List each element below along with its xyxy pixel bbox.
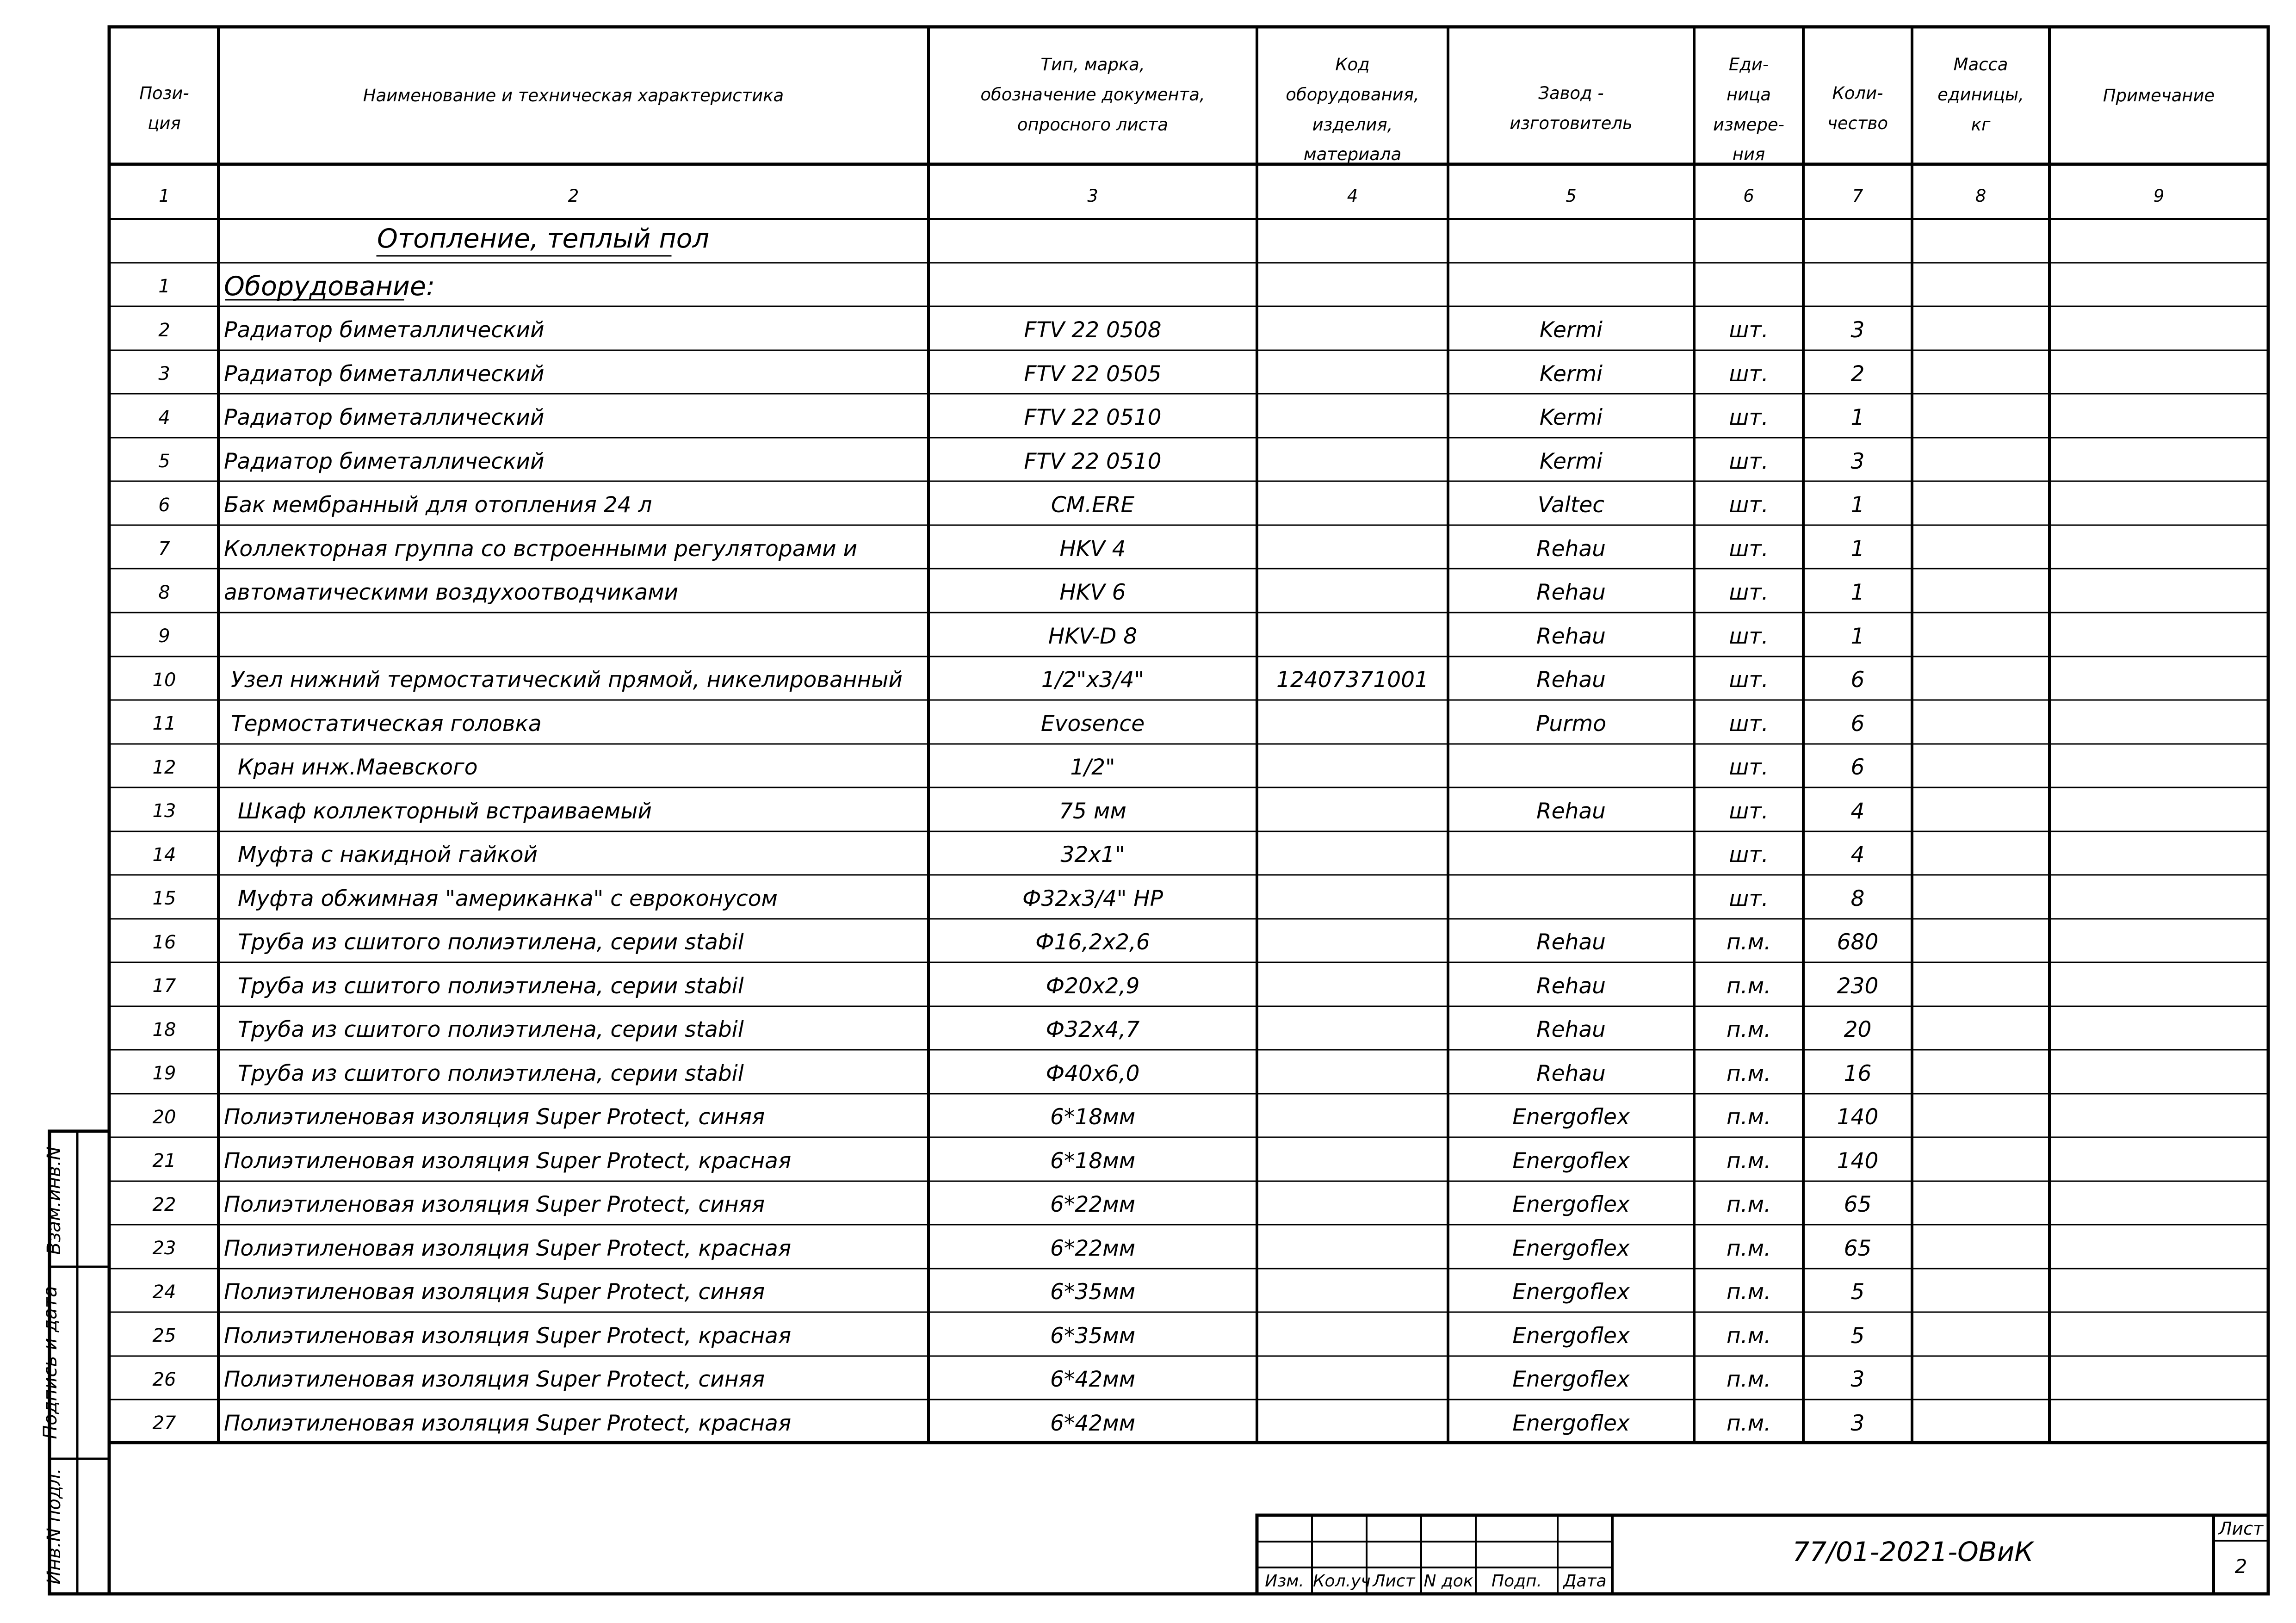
cell-position: 20	[152, 1106, 176, 1128]
cell-unit: шт.	[1729, 842, 1769, 868]
title-label-date: Дата	[1563, 1572, 1607, 1591]
cell-type: 32x1"	[1060, 842, 1125, 868]
cell-quantity: 3	[1850, 1410, 1865, 1436]
cell-type: Ф32x4,7	[1046, 1017, 1140, 1043]
sheet-number: 2	[2234, 1555, 2247, 1578]
cell-name: Узел нижний термостатический прямой, никелированный	[224, 667, 903, 693]
cell-maker: Valtec	[1537, 492, 1605, 518]
cell-name: Оборудование:	[224, 271, 435, 302]
cell-maker: Purmo	[1536, 711, 1606, 737]
col-number: 7	[1852, 186, 1863, 206]
cell-position: 7	[158, 538, 170, 560]
cell-type: CM.ERE	[1051, 492, 1135, 518]
section-title: Отопление, теплый пол	[377, 223, 710, 254]
header-code: Код оборудования, изделия, материала	[1286, 55, 1419, 165]
header-quantity: Коли- чество	[1827, 83, 1888, 133]
cell-unit: п.м.	[1726, 1279, 1771, 1305]
cell-quantity: 20	[1844, 1017, 1872, 1043]
cell-unit: п.м.	[1726, 1148, 1771, 1174]
cell-maker: Energoflex	[1512, 1104, 1630, 1130]
cell-name: Полиэтиленовая изоляция Super Protect, синяя	[224, 1192, 765, 1218]
sheet-label: Лист	[2218, 1518, 2264, 1539]
col-number: 4	[1347, 186, 1358, 206]
header-name: Наименование и техническая характеристика	[363, 86, 784, 105]
cell-position: 22	[152, 1194, 176, 1215]
cell-unit: шт.	[1729, 361, 1769, 387]
col-number: 3	[1087, 186, 1098, 206]
cell-name: автоматическими воздухоотводчиками	[224, 580, 679, 606]
cell-type: 6*35мм	[1050, 1279, 1136, 1305]
cell-type: FTV 22 0505	[1024, 361, 1162, 387]
cell-position: 11	[152, 713, 176, 735]
header-maker: Завод - изготовитель	[1510, 83, 1633, 133]
cell-type: 1/2"	[1070, 755, 1115, 781]
cell-quantity: 16	[1844, 1060, 1872, 1086]
cell-maker: Energoflex	[1512, 1279, 1630, 1305]
cell-quantity: 3	[1850, 317, 1865, 343]
cell-position: 13	[152, 800, 176, 822]
cell-position: 23	[152, 1238, 176, 1259]
row-lines	[109, 263, 2268, 1400]
cell-maker: Kermi	[1539, 317, 1603, 343]
cell-maker: Kermi	[1539, 405, 1603, 431]
cell-name: Коллекторная группа со встроенными регуляторами и	[224, 536, 858, 562]
cell-maker: Energoflex	[1512, 1235, 1630, 1261]
cell-name: Полиэтиленовая изоляция Super Protect, синяя	[224, 1104, 765, 1130]
cell-unit: п.м.	[1726, 973, 1771, 999]
cell-type: Ф16,2x2,6	[1035, 929, 1150, 955]
cell-type: 6*18мм	[1050, 1148, 1136, 1174]
cell-position: 3	[158, 363, 170, 385]
cell-maker: Rehau	[1536, 1017, 1606, 1043]
cell-quantity: 680	[1837, 929, 1879, 955]
cell-name: Кран инж.Маевского	[224, 755, 478, 781]
cell-unit: п.м.	[1726, 1323, 1771, 1349]
title-label-signature: Подп.	[1491, 1572, 1542, 1591]
cell-type: Ф20x2,9	[1046, 973, 1140, 999]
stamp-replace-inventory: Взам.инв.N	[43, 1146, 65, 1255]
col-number: 9	[2153, 186, 2165, 206]
cell-position: 26	[152, 1369, 176, 1390]
cell-position: 14	[152, 844, 176, 866]
title-label-count: Кол.уч	[1313, 1572, 1371, 1591]
cell-unit: п.м.	[1726, 1017, 1771, 1043]
cell-unit: п.м.	[1726, 929, 1771, 955]
cell-name: Радиатор биметаллический	[224, 448, 545, 474]
cell-quantity: 3	[1850, 448, 1865, 474]
cell-type: 6*35мм	[1050, 1323, 1136, 1349]
cell-type: HKV 6	[1059, 580, 1126, 606]
cell-type: FTV 22 0510	[1024, 405, 1162, 431]
title-label-sheet: Лист	[1373, 1572, 1415, 1591]
cell-name: Бак мембранный для отопления 24 л	[224, 492, 652, 518]
header-note: Примечание	[2103, 86, 2215, 105]
cell-unit: шт.	[1729, 405, 1769, 431]
cell-unit: шт.	[1729, 667, 1769, 693]
header-position: Пози- ция	[139, 83, 189, 133]
col-number: 2	[568, 186, 579, 206]
cell-quantity: 140	[1837, 1148, 1879, 1174]
cell-unit: п.м.	[1726, 1192, 1771, 1218]
cell-maker: Energoflex	[1512, 1323, 1630, 1349]
cell-maker: Rehau	[1536, 667, 1606, 693]
cell-name: Полиэтиленовая изоляция Super Protect, красная	[224, 1323, 792, 1349]
cell-name: Радиатор биметаллический	[224, 361, 545, 387]
col-number: 6	[1743, 186, 1754, 206]
cell-maker: Energoflex	[1512, 1192, 1630, 1218]
cell-unit: шт.	[1729, 580, 1769, 606]
cell-quantity: 230	[1837, 973, 1879, 999]
cell-unit: п.м.	[1726, 1367, 1771, 1393]
cell-unit: п.м.	[1726, 1235, 1771, 1261]
cell-maker: Energoflex	[1512, 1410, 1630, 1436]
cell-unit: шт.	[1729, 317, 1769, 343]
cell-type: 6*22мм	[1050, 1235, 1136, 1261]
cell-quantity: 65	[1844, 1192, 1872, 1218]
cell-quantity: 4	[1850, 798, 1865, 824]
cell-position: 21	[152, 1150, 176, 1172]
cell-position: 15	[152, 888, 176, 910]
cell-position: 4	[158, 407, 170, 428]
cell-position: 19	[152, 1063, 176, 1084]
stamp-original-inventory: Инв.N подл.	[43, 1468, 65, 1585]
cell-type: 6*42мм	[1050, 1367, 1136, 1393]
cell-name: Труба из сшитого полиэтилена, серии stabil	[224, 1017, 744, 1043]
cell-unit: п.м.	[1726, 1060, 1771, 1086]
cell-position: 25	[152, 1325, 176, 1347]
cell-maker: Rehau	[1536, 1060, 1606, 1086]
cell-unit: шт.	[1729, 623, 1769, 649]
cell-quantity: 6	[1850, 711, 1865, 737]
cell-unit: шт.	[1729, 492, 1769, 518]
cell-position: 6	[158, 494, 170, 516]
cell-quantity: 4	[1850, 842, 1865, 868]
cell-quantity: 5	[1850, 1279, 1865, 1305]
cell-position: 9	[158, 626, 170, 647]
cell-quantity: 1	[1850, 623, 1865, 649]
cell-name: Полиэтиленовая изоляция Super Protect, красная	[224, 1148, 792, 1174]
cell-type: HKV 4	[1059, 536, 1126, 562]
cell-type: Ф32x3/4" НР	[1022, 886, 1163, 911]
cell-maker: Rehau	[1536, 623, 1606, 649]
header-type: Тип, марка, обозначение документа, опросного листа	[980, 55, 1205, 135]
cell-position: 5	[158, 451, 170, 472]
cell-unit: п.м.	[1726, 1410, 1771, 1436]
cell-position: 17	[152, 975, 176, 997]
cell-name: Шкаф коллекторный встраиваемый	[224, 798, 652, 824]
cell-quantity: 6	[1850, 755, 1865, 781]
cell-unit: шт.	[1729, 711, 1769, 737]
cell-name: Термостатическая головка	[224, 711, 542, 737]
cell-unit: шт.	[1729, 886, 1769, 911]
cell-type: Ф40x6,0	[1046, 1060, 1140, 1086]
cell-maker: Energoflex	[1512, 1148, 1630, 1174]
cell-unit: шт.	[1729, 448, 1769, 474]
cell-type: 6*42мм	[1050, 1410, 1136, 1436]
title-label-doc-number: N док	[1423, 1572, 1473, 1591]
cell-name: Труба из сшитого полиэтилена, серии stabil	[224, 1060, 744, 1086]
cell-quantity: 1	[1850, 536, 1865, 562]
cell-quantity: 3	[1850, 1367, 1865, 1393]
cell-unit: шт.	[1729, 536, 1769, 562]
cell-quantity: 65	[1844, 1235, 1872, 1261]
cell-type: Evosence	[1040, 711, 1145, 737]
cell-maker: Energoflex	[1512, 1367, 1630, 1393]
col-number: 5	[1566, 186, 1577, 206]
cell-maker: Kermi	[1539, 361, 1603, 387]
cell-name: Муфта с накидной гайкой	[224, 842, 538, 868]
cell-name: Муфта обжимная "американка" с евроконусом	[224, 886, 778, 911]
cell-position: 24	[152, 1281, 176, 1303]
cell-name: Полиэтиленовая изоляция Super Protect, синяя	[224, 1367, 765, 1393]
cell-maker: Rehau	[1536, 929, 1606, 955]
cell-maker: Rehau	[1536, 536, 1606, 562]
cell-type: HKV-D 8	[1048, 623, 1138, 649]
col-number: 1	[159, 186, 170, 206]
cell-position: 12	[152, 756, 176, 778]
cell-position: 2	[158, 319, 170, 341]
cell-position: 1	[158, 276, 170, 297]
cell-name: Радиатор биметаллический	[224, 405, 545, 431]
cell-maker: Rehau	[1536, 973, 1606, 999]
cell-maker: Rehau	[1536, 798, 1606, 824]
cell-name: Полиэтиленовая изоляция Super Protect, красная	[224, 1410, 792, 1436]
cell-type: FTV 22 0508	[1024, 317, 1162, 343]
cell-position: 27	[152, 1412, 176, 1434]
cell-quantity: 6	[1850, 667, 1865, 693]
cell-maker: Rehau	[1536, 580, 1606, 606]
cell-quantity: 1	[1850, 405, 1865, 431]
cell-name: Радиатор биметаллический	[224, 317, 545, 343]
stamp-signature-date: Подпись и дата	[40, 1286, 61, 1439]
cell-unit: шт.	[1729, 798, 1769, 824]
document-designation: 77/01-2021-ОВиК	[1792, 1536, 2034, 1567]
cell-position: 10	[152, 669, 176, 691]
cell-position: 8	[158, 582, 170, 603]
cell-type: 75 мм	[1059, 798, 1126, 824]
cell-name: Труба из сшитого полиэтилена, серии stabil	[224, 929, 744, 955]
cell-position: 18	[152, 1019, 176, 1041]
title-label-change: Изм.	[1265, 1572, 1304, 1591]
cell-quantity: 8	[1850, 886, 1865, 911]
col-number: 8	[1975, 186, 1987, 206]
cell-type: FTV 22 0510	[1024, 448, 1162, 474]
cell-quantity: 1	[1850, 580, 1865, 606]
cell-name: Полиэтиленовая изоляция Super Protect, красная	[224, 1235, 792, 1261]
cell-type: 6*18мм	[1050, 1104, 1136, 1130]
cell-code: 12407371001	[1276, 667, 1429, 693]
cell-quantity: 2	[1850, 361, 1865, 387]
cell-quantity: 5	[1850, 1323, 1865, 1349]
cell-type: 6*22мм	[1050, 1192, 1136, 1218]
cell-name: Полиэтиленовая изоляция Super Protect, синяя	[224, 1279, 765, 1305]
cell-unit: п.м.	[1726, 1104, 1771, 1130]
cell-quantity: 140	[1837, 1104, 1879, 1130]
cell-position: 16	[152, 931, 176, 953]
cell-unit: шт.	[1729, 755, 1769, 781]
cell-maker: Kermi	[1539, 448, 1603, 474]
cell-name: Труба из сшитого полиэтилена, серии stabil	[224, 973, 744, 999]
cell-quantity: 1	[1850, 492, 1865, 518]
header-unit: Еди- ница измере- ния	[1713, 55, 1784, 165]
header-mass: Масса единицы, кг	[1937, 55, 2024, 135]
cell-type: 1/2"x3/4"	[1041, 667, 1145, 693]
